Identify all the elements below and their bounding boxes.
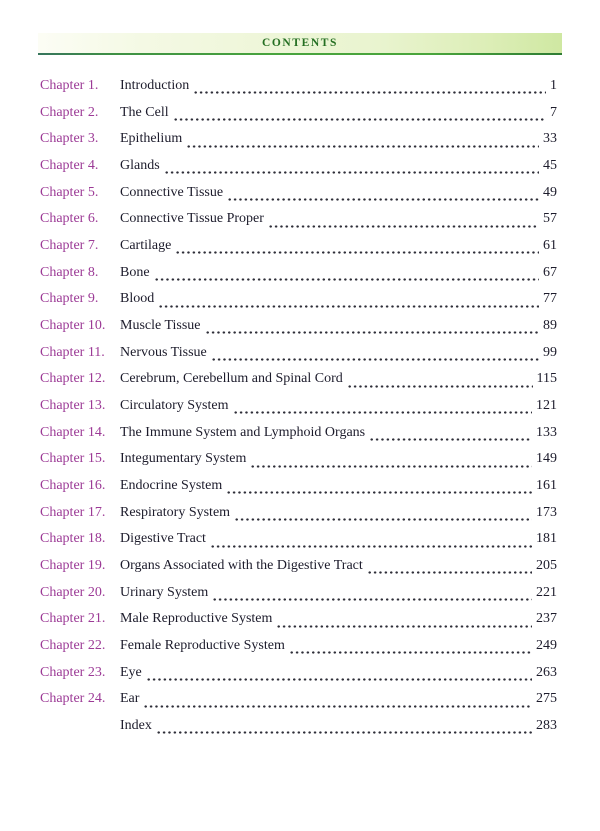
chapter-title: The Cell bbox=[120, 104, 169, 120]
chapter-title: Bone bbox=[120, 264, 150, 280]
chapter-title: Blood bbox=[120, 291, 155, 307]
page-number: 181 bbox=[536, 531, 557, 547]
header-underline bbox=[38, 53, 562, 55]
chapter-title: Male Reproductive System bbox=[120, 611, 273, 627]
dot-leader bbox=[146, 660, 532, 687]
contents-header-band bbox=[38, 33, 562, 53]
toc-entry bbox=[40, 100, 557, 127]
chapter-label: Chapter 4. bbox=[40, 158, 99, 174]
chapter-title: Index bbox=[120, 718, 152, 734]
toc-entry bbox=[40, 606, 557, 633]
page-number: 67 bbox=[543, 264, 557, 280]
chapter-title: Connective Tissue Proper bbox=[120, 211, 264, 227]
dot-leader bbox=[193, 73, 546, 100]
chapter-label: Chapter 12. bbox=[40, 371, 106, 387]
page-number: 57 bbox=[543, 211, 557, 227]
dot-leader bbox=[158, 286, 539, 313]
toc-entry bbox=[40, 686, 557, 713]
chapter-title: Eye bbox=[120, 664, 142, 680]
page-number: 149 bbox=[536, 451, 557, 467]
page-number: 89 bbox=[543, 318, 557, 334]
chapter-label: Chapter 15. bbox=[40, 451, 106, 467]
dot-leader bbox=[156, 713, 532, 740]
page-number: 45 bbox=[543, 158, 557, 174]
toc-entry bbox=[40, 153, 557, 180]
chapter-title: The Immune System and Lymphoid Organs bbox=[120, 424, 366, 440]
dot-leader bbox=[173, 100, 546, 127]
chapter-label: Chapter 23. bbox=[40, 664, 106, 680]
chapter-label: Chapter 2. bbox=[40, 104, 99, 120]
page-number: 161 bbox=[536, 478, 557, 494]
chapter-title: Respiratory System bbox=[120, 504, 231, 520]
page-number: 237 bbox=[536, 611, 557, 627]
page-number: 49 bbox=[543, 184, 557, 200]
chapter-title: Nervous Tissue bbox=[120, 344, 207, 360]
dot-leader bbox=[369, 420, 532, 447]
dot-leader bbox=[234, 500, 532, 527]
dot-leader bbox=[143, 686, 532, 713]
chapter-label: Chapter 21. bbox=[40, 611, 106, 627]
chapter-label: Chapter 9. bbox=[40, 291, 99, 307]
page-number: 249 bbox=[536, 638, 557, 654]
dot-leader bbox=[175, 233, 539, 260]
chapter-title: Endocrine System bbox=[120, 478, 223, 494]
chapter-title: Ear bbox=[120, 691, 140, 707]
dot-leader bbox=[226, 473, 532, 500]
toc-entry bbox=[40, 313, 557, 340]
toc-entry bbox=[40, 500, 557, 527]
toc-entry bbox=[40, 206, 557, 233]
page-number: 173 bbox=[536, 504, 557, 520]
chapter-title: Urinary System bbox=[120, 584, 209, 600]
dot-leader bbox=[164, 153, 539, 180]
toc-entry bbox=[40, 580, 557, 607]
chapter-title: Cartilage bbox=[120, 238, 172, 254]
chapter-title: Muscle Tissue bbox=[120, 318, 201, 334]
chapter-title: Organs Associated with the Digestive Tract bbox=[120, 558, 363, 574]
toc-entry bbox=[40, 446, 557, 473]
toc-entry bbox=[40, 526, 557, 553]
toc-entry bbox=[40, 340, 557, 367]
page-number: 133 bbox=[536, 424, 557, 440]
page-number: 263 bbox=[536, 664, 557, 680]
toc-entry bbox=[40, 366, 557, 393]
dot-leader bbox=[211, 340, 539, 367]
chapter-label: Chapter 13. bbox=[40, 398, 106, 414]
page-number: 205 bbox=[536, 558, 557, 574]
page-number: 61 bbox=[543, 238, 557, 254]
chapter-title: Epithelium bbox=[120, 131, 183, 147]
chapter-title: Glands bbox=[120, 158, 160, 174]
toc-entry bbox=[40, 233, 557, 260]
chapter-label: Chapter 19. bbox=[40, 558, 106, 574]
dot-leader bbox=[205, 313, 539, 340]
dot-leader bbox=[289, 633, 532, 660]
page-number: 99 bbox=[543, 344, 557, 360]
page-number: 7 bbox=[550, 104, 557, 120]
chapter-label: Chapter 20. bbox=[40, 584, 106, 600]
chapter-title: Connective Tissue bbox=[120, 184, 224, 200]
toc-entry bbox=[40, 260, 557, 287]
chapter-label: Chapter 11. bbox=[40, 344, 105, 360]
chapter-label: Chapter 8. bbox=[40, 264, 99, 280]
dot-leader bbox=[154, 260, 539, 287]
toc-list bbox=[40, 73, 557, 740]
page-number: 1 bbox=[550, 78, 557, 93]
dot-leader bbox=[233, 393, 533, 420]
toc-entry bbox=[40, 73, 557, 100]
toc-entry bbox=[40, 473, 557, 500]
toc-entry bbox=[40, 393, 557, 420]
page-number: 121 bbox=[536, 398, 557, 414]
toc-entry bbox=[40, 126, 557, 153]
contents-header-title: CONTENTS bbox=[261, 37, 339, 49]
toc-entry bbox=[40, 286, 557, 313]
chapter-label: Chapter 1. bbox=[40, 78, 99, 93]
page-number: 77 bbox=[543, 291, 557, 307]
toc-entry bbox=[40, 180, 557, 207]
chapter-title: Introduction bbox=[120, 78, 190, 93]
chapter-label: Chapter 10. bbox=[40, 318, 106, 334]
dot-leader bbox=[276, 606, 532, 633]
chapter-title: Circulatory System bbox=[120, 398, 229, 414]
dot-leader bbox=[227, 180, 539, 207]
toc-entry bbox=[40, 713, 557, 740]
chapter-label: Chapter 16. bbox=[40, 478, 106, 494]
dot-leader bbox=[367, 553, 532, 580]
chapter-title: Integumentary System bbox=[120, 451, 247, 467]
chapter-label: Chapter 6. bbox=[40, 211, 99, 227]
dot-leader bbox=[268, 206, 539, 233]
chapter-label: Chapter 17. bbox=[40, 504, 106, 520]
chapter-title: Female Reproductive System bbox=[120, 638, 285, 654]
chapter-label: Chapter 3. bbox=[40, 131, 99, 147]
chapter-label: Chapter 24. bbox=[40, 691, 106, 707]
dot-leader bbox=[347, 366, 533, 393]
page-number: 221 bbox=[536, 584, 557, 600]
page-number: 33 bbox=[543, 131, 557, 147]
dot-leader bbox=[250, 446, 532, 473]
toc-entry bbox=[40, 553, 557, 580]
page-number: 283 bbox=[536, 718, 557, 734]
dot-leader bbox=[210, 526, 532, 553]
chapter-title: Cerebrum, Cerebellum and Spinal Cord bbox=[120, 371, 343, 387]
chapter-label: Chapter 22. bbox=[40, 638, 106, 654]
chapter-label: Chapter 7. bbox=[40, 238, 99, 254]
chapter-label: Chapter 18. bbox=[40, 531, 106, 547]
chapter-label: Chapter 5. bbox=[40, 184, 99, 200]
chapter-label: Chapter 14. bbox=[40, 424, 106, 440]
page-number: 115 bbox=[536, 371, 557, 387]
toc-entry bbox=[40, 420, 557, 447]
toc-entry bbox=[40, 633, 557, 660]
chapter-title: Digestive Tract bbox=[120, 531, 206, 547]
toc-entry bbox=[40, 660, 557, 687]
dot-leader bbox=[212, 580, 532, 607]
page-number: 275 bbox=[536, 691, 557, 707]
dot-leader bbox=[186, 126, 539, 153]
